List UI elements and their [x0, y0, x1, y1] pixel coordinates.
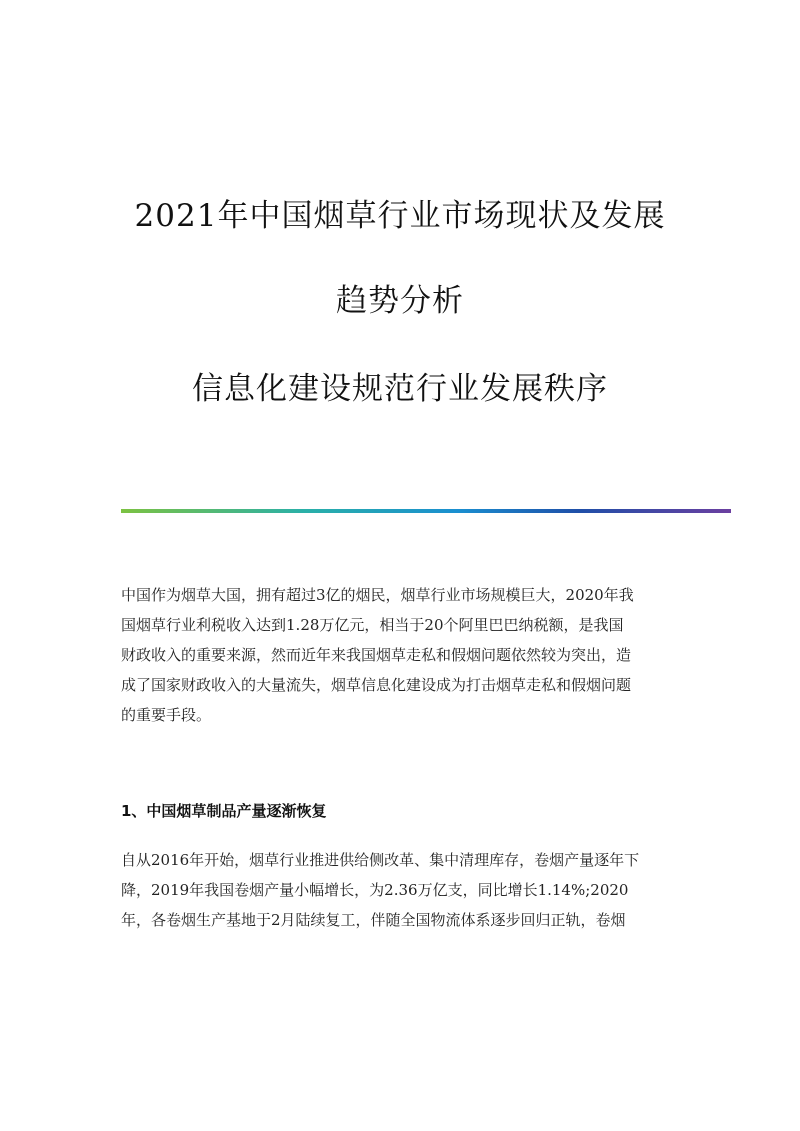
paragraph-line: 国烟草行业利税收入达到1.28万亿元，相当于20个阿里巴巴纳税额，是我国	[121, 616, 624, 634]
paragraph-line: 财政收入的重要来源，然而近年来我国烟草走私和假烟问题依然较为突出，造	[121, 646, 632, 664]
paragraph-line: 年，各卷烟生产基地于2月陆续复工，伴随全国物流体系逐步回归正轨，卷烟	[121, 911, 626, 929]
paragraph-line: 成了国家财政收入的大量流失，烟草信息化建设成为打击烟草走私和假烟问题	[121, 676, 632, 694]
paragraph-line: 降，2019年我国卷烟产量小幅增长，为2.36万亿支，同比增长1.14%;2020	[121, 881, 629, 899]
paragraph-line: 自从2016年开始，烟草行业推进供给侧改革、集中清理库存，卷烟产量逐年下	[121, 851, 640, 869]
section-paragraph	[121, 845, 681, 935]
section-heading: 1、中国烟草制品产量逐渐恢复	[121, 802, 327, 820]
gradient-divider	[121, 509, 731, 513]
document-subtitle: 信息化建设规范行业发展秩序	[192, 371, 608, 407]
document-title-line-2: 趋势分析	[336, 283, 464, 319]
intro-paragraph	[121, 580, 681, 730]
paragraph-line: 的重要手段。	[121, 706, 212, 724]
paragraph-line: 中国作为烟草大国，拥有超过3亿的烟民，烟草行业市场规模巨大，2020年我	[121, 586, 634, 604]
document-title-line-1: 2021年中国烟草行业市场现状及发展	[134, 198, 666, 234]
